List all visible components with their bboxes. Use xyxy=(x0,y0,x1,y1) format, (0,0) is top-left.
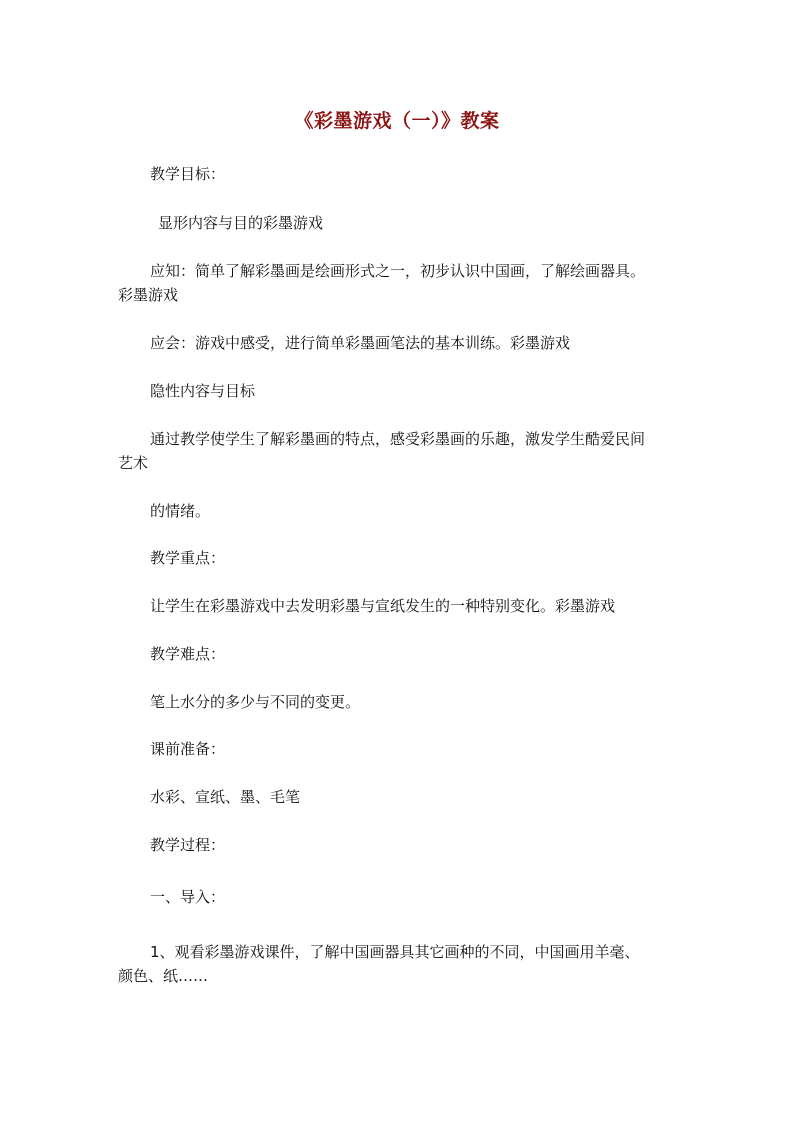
paragraph-through-teaching-cont: 艺术 xyxy=(118,454,149,472)
paragraph-key-points-body: 让学生在彩墨游戏中去发明彩墨与宣纸发生的一种特别变化。彩墨游戏 xyxy=(150,597,616,615)
paragraph-key-points: 教学重点： xyxy=(150,549,226,567)
paragraph-explicit-content: 显形内容与目的彩墨游戏 xyxy=(158,214,324,232)
paragraph-should-do: 应会：游戏中感受，进行简单彩墨画笔法的基本训练。彩墨游戏 xyxy=(150,334,571,352)
paragraph-step-1-cont: 颜色、纸…… xyxy=(118,967,209,985)
paragraph-intro: 一、导入： xyxy=(150,888,226,906)
paragraph-should-know: 应知：简单了解彩墨画是绘画形式之一，初步认识中国画，了解绘画器具。 xyxy=(150,262,646,280)
paragraph-difficulties-body: 笔上水分的多少与不同的变更。 xyxy=(150,693,361,711)
paragraph-process: 教学过程： xyxy=(150,836,226,854)
paragraph-implicit-content: 隐性内容与目标 xyxy=(150,382,256,400)
paragraph-should-know-cont: 彩墨游戏 xyxy=(118,286,179,304)
paragraph-emotion: 的情绪。 xyxy=(150,502,211,520)
paragraph-preparation: 课前准备： xyxy=(150,740,226,758)
paragraph-difficulties: 教学难点： xyxy=(150,645,226,663)
paragraph-materials: 水彩、宣纸、墨、毛笔 xyxy=(150,788,301,806)
paragraph-teaching-goals: 教学目标： xyxy=(150,165,226,183)
paragraph-through-teaching: 通过教学使学生了解彩墨画的特点，感受彩墨画的乐趣，激发学生酷爱民间 xyxy=(150,430,646,448)
document-title: 《彩墨游戏（一）》教案 xyxy=(294,110,500,132)
paragraph-step-1: 1、观看彩墨游戏课件，了解中国画器具其它画种的不同，中国画用羊毫、 xyxy=(150,943,640,961)
